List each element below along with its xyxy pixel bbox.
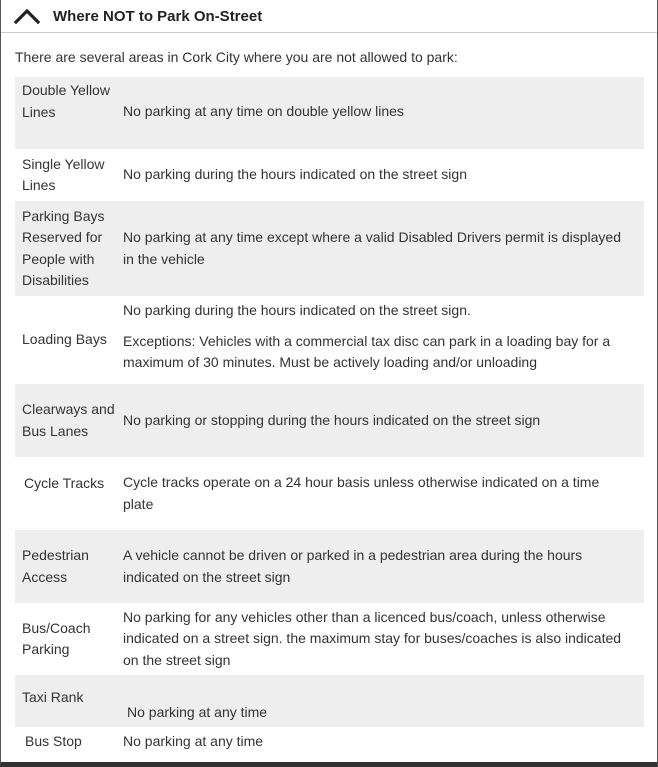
row-description: No parking at any time [123,675,644,727]
row-description: No parking for any vehicles other than a licenced bus/coach, unless otherwise indicated on a street sign. the maximum stay for buses/coaches is also indicated on the street sign [123,608,622,668]
table-row [15,149,644,201]
row-description: No parking at any time [123,733,264,750]
table-row [15,296,644,384]
row-label: Bus Stop [25,733,82,750]
row-label: Parking Bays Reserved for People with Disabilities [15,201,123,296]
row-description: No parking or stopping during the hours indicated on the street sign [123,384,644,457]
table-row [15,530,644,603]
row-description: A vehicle cannot be driven or parked in a pedestrian area during the hours indicated on the street sign [123,530,644,603]
parking-table [15,77,644,757]
row-label: Double Yellow Lines [15,77,123,149]
table-row [15,457,644,530]
row-label: Taxi Rank [15,675,123,727]
row-label: Loading Bays [22,331,107,348]
row-description: No parking at any time on double yellow lines [123,77,644,149]
table-row [15,201,644,296]
row-description: No parking during the hours indicated on the street sign. Exceptions: Vehicles with a commercial tax disc can park in a loading bay for a maximum of 30 minutes. Must be actively loading and/or unloading [123,302,611,370]
row-label: Single Yellow Lines [22,155,105,193]
intro-text: There are several areas in Cork City where you are not allowed to park: [15,49,458,65]
table-row [15,727,644,757]
row-description: Cycle tracks operate on a 24 hour basis unless otherwise indicated on a time plate [123,474,600,512]
row-description: No parking during the hours indicated on the street sign [123,166,467,183]
row-label: Bus/Coach Parking [22,619,91,657]
row-label: Pedestrian Access [15,530,123,603]
section-title: Where NOT to Park On-Street [53,7,263,25]
accordion-header[interactable] [1,0,657,33]
chevron-up-icon[interactable] [13,7,41,25]
row-description: No parking at any time except where a valid Disabled Drivers permit is displayed in the vehicle [123,201,644,296]
table-row [15,77,644,149]
row-label: Cycle Tracks [24,475,105,491]
table-row [15,675,644,727]
table-row [15,384,644,457]
row-label: Clearways and Bus Lanes [15,384,123,457]
table-row [15,603,644,675]
